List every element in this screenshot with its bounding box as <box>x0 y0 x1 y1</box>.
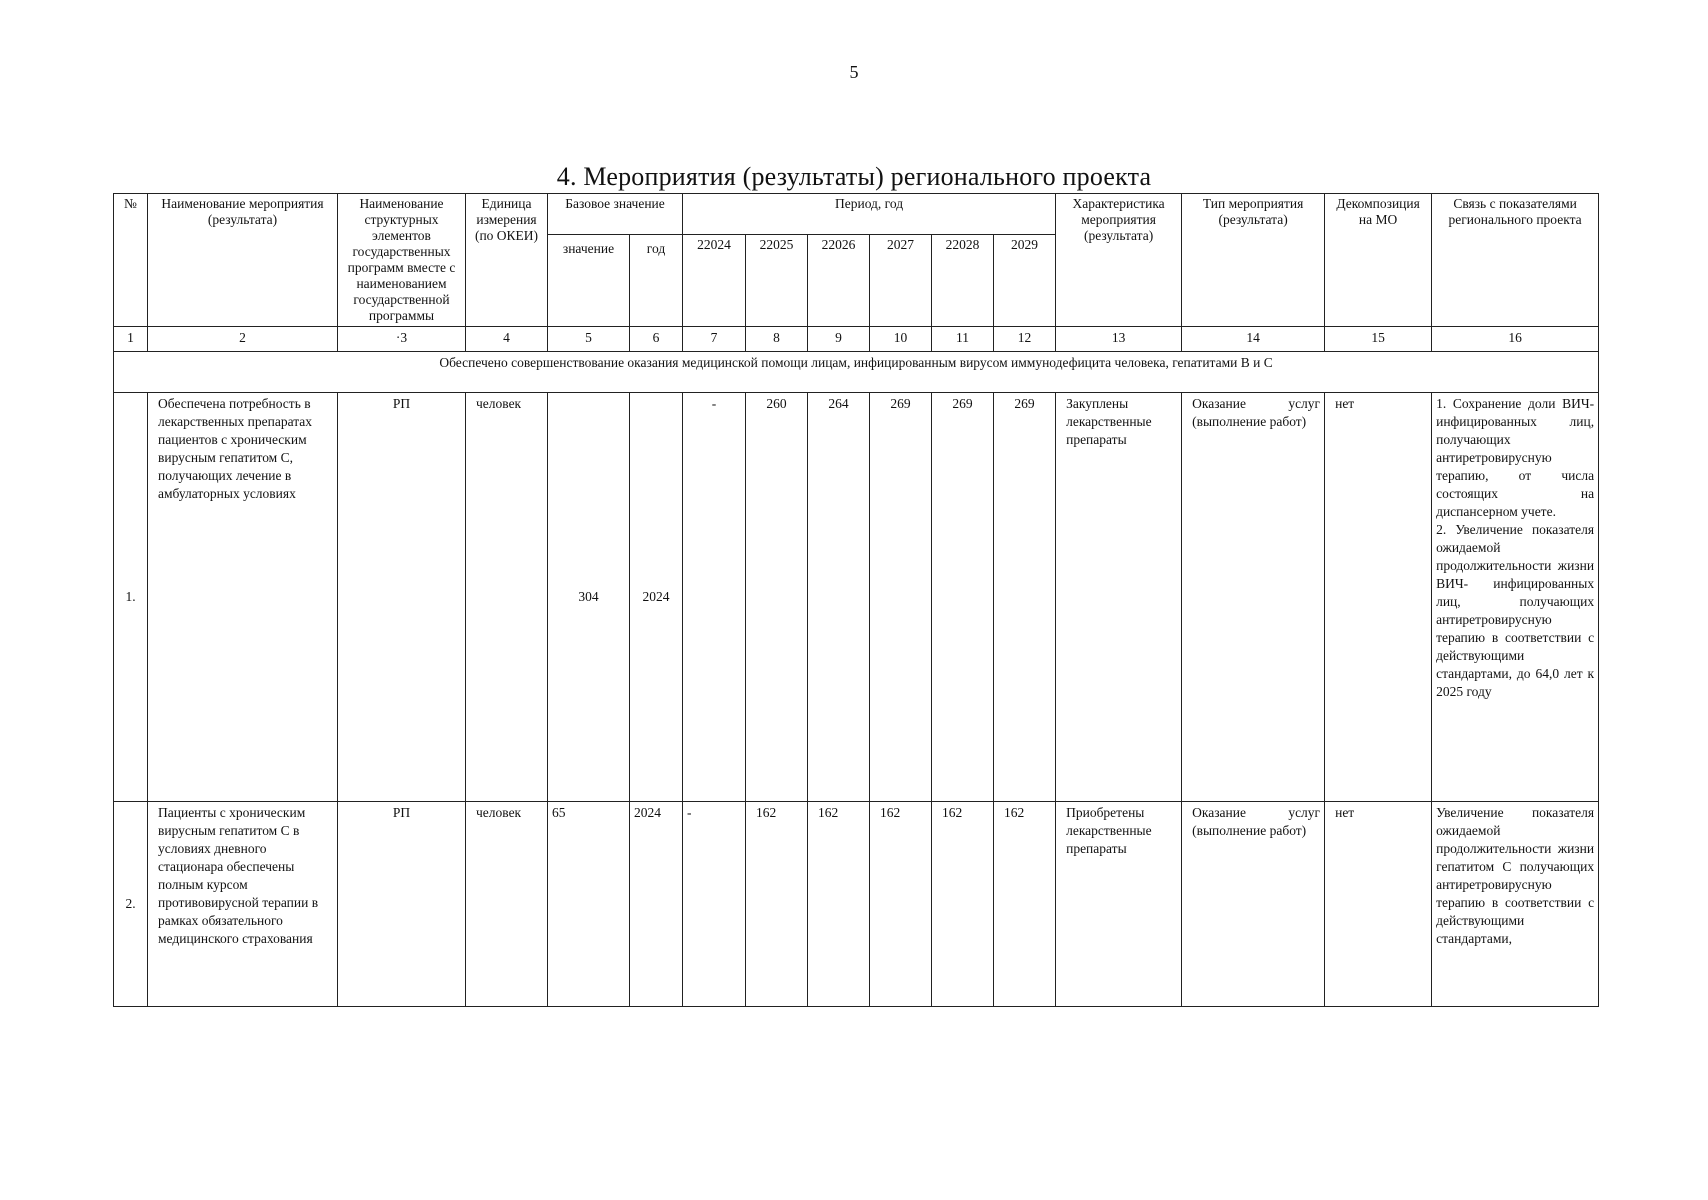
row-2-year-6: 162 <box>994 802 1056 1007</box>
section-title: Обеспечено совершенствование оказания медицинской помощи лицам, инфицированным вирусом иммунодефицита человека, гепатитами В и С <box>114 352 1599 393</box>
col-num-6: 6 <box>630 327 683 352</box>
header-year-6: 2029 <box>994 235 1056 327</box>
row-1-year-5: 269 <box>932 393 994 802</box>
row-1-base-value: 304 <box>548 393 630 802</box>
row-2-num: 2. <box>114 802 148 1007</box>
header-row-1 <box>114 194 1599 235</box>
col-num-13: 13 <box>1056 327 1182 352</box>
events-table <box>113 193 1599 1007</box>
header-year-1: 22024 <box>683 235 746 327</box>
row-1-year-4: 269 <box>870 393 932 802</box>
row-1-base-year: 2024 <box>630 393 683 802</box>
row-1-link-item-1: 1. Сохранение доли ВИЧ- инфицированных лиц, получающих антиретровирусную терапию, от числа состоящих на диспансерном учете. <box>1436 396 1595 519</box>
header-base: Базовое значение <box>548 194 683 235</box>
col-num-10: 10 <box>870 327 932 352</box>
header-type: Тип мероприятия (результата) <box>1182 194 1325 327</box>
header-link: Связь с показателями регионального проекта <box>1432 194 1599 327</box>
header-year-4: 2027 <box>870 235 932 327</box>
col-num-8: 8 <box>746 327 808 352</box>
document-title: 4. Мероприятия (результаты) регионального проекта <box>556 162 1152 191</box>
row-2-link: Увеличение показателя ожидаемой продолжительности жизни гепатитом С получающих антиретровирусную терапию в соответствии с действующими стандартами, <box>1432 802 1599 1007</box>
col-num-16: 16 <box>1432 327 1599 352</box>
col-num-5: 5 <box>548 327 630 352</box>
page-number: 5 <box>849 62 859 82</box>
section-row <box>114 352 1599 393</box>
table-row <box>114 802 1599 1007</box>
header-period: Период, год <box>683 194 1056 235</box>
col-num-12: 12 <box>994 327 1056 352</box>
row-2-name: Пациенты с хроническим вирусным гепатитом С в условиях дневного стационара обеспечены полным курсом противовирусной терапии в рамках обязательного медицинского страхования <box>148 802 338 1007</box>
col-num-14: 14 <box>1182 327 1325 352</box>
row-1-year-6: 269 <box>994 393 1056 802</box>
row-2-characteristic: Приобретены лекарственные препараты <box>1056 802 1182 1007</box>
header-year-3: 22026 <box>808 235 870 327</box>
row-2-type: Оказание услуг (выполнение работ) <box>1182 802 1325 1007</box>
row-2-base-value: 65 <box>548 802 630 1007</box>
col-num-1: 1 <box>114 327 148 352</box>
header-base-value: значение <box>548 235 630 327</box>
header-year-5: 22028 <box>932 235 994 327</box>
col-num-4: 4 <box>466 327 548 352</box>
header-unit: Единица измерения (по ОКЕИ) <box>466 194 548 327</box>
row-1-year-3: 264 <box>808 393 870 802</box>
row-1-link <box>1432 393 1599 802</box>
row-1-type: Оказание услуг (выполнение работ) <box>1182 393 1325 802</box>
row-2-year-4: 162 <box>870 802 932 1007</box>
row-2-year-2: 162 <box>746 802 808 1007</box>
row-2-struct: РП <box>338 802 466 1007</box>
row-1-link-item-2: 2. Увеличение показателя ожидаемой продолжительности жизни ВИЧ- инфицированных лиц, получающих антиретровирусную терапию в соответствии с действующими стандартами, до 64,0 лет к 2025 году <box>1436 522 1595 699</box>
row-1-num: 1. <box>114 393 148 802</box>
row-2-base-year: 2024 <box>630 802 683 1007</box>
column-number-row <box>114 327 1599 352</box>
header-name: Наименование мероприятия (результата) <box>148 194 338 327</box>
header-decomposition: Декомпозиция на МО <box>1325 194 1432 327</box>
header-base-year: год <box>630 235 683 327</box>
row-1-struct: РП <box>338 393 466 802</box>
col-num-15: 15 <box>1325 327 1432 352</box>
row-1-name: Обеспечена потребность в лекарственных препаратах пациентов с хроническим вирусным гепатитом С, получающих лечение в амбулаторных условиях <box>148 393 338 802</box>
col-num-3: ·3 <box>338 327 466 352</box>
col-num-2: 2 <box>148 327 338 352</box>
header-num: № <box>114 194 148 327</box>
col-num-9: 9 <box>808 327 870 352</box>
table-row <box>114 393 1599 802</box>
row-1-year-2: 260 <box>746 393 808 802</box>
header-year-2: 22025 <box>746 235 808 327</box>
row-2-year-3: 162 <box>808 802 870 1007</box>
row-2-unit: человек <box>466 802 548 1007</box>
row-1-decomposition: нет <box>1325 393 1432 802</box>
col-num-7: 7 <box>683 327 746 352</box>
row-1-year-1: - <box>683 393 746 802</box>
row-1-characteristic: Закуплены лекарственные препараты <box>1056 393 1182 802</box>
row-2-year-1: - <box>683 802 746 1007</box>
row-1-unit: человек <box>466 393 548 802</box>
row-2-year-5: 162 <box>932 802 994 1007</box>
row-2-decomposition: нет <box>1325 802 1432 1007</box>
header-struct: Наименование структурных элементов государственных программ вместе с наименованием государственной программы <box>338 194 466 327</box>
col-num-11: 11 <box>932 327 994 352</box>
header-characteristic: Характеристика мероприятия (результата) <box>1056 194 1182 327</box>
